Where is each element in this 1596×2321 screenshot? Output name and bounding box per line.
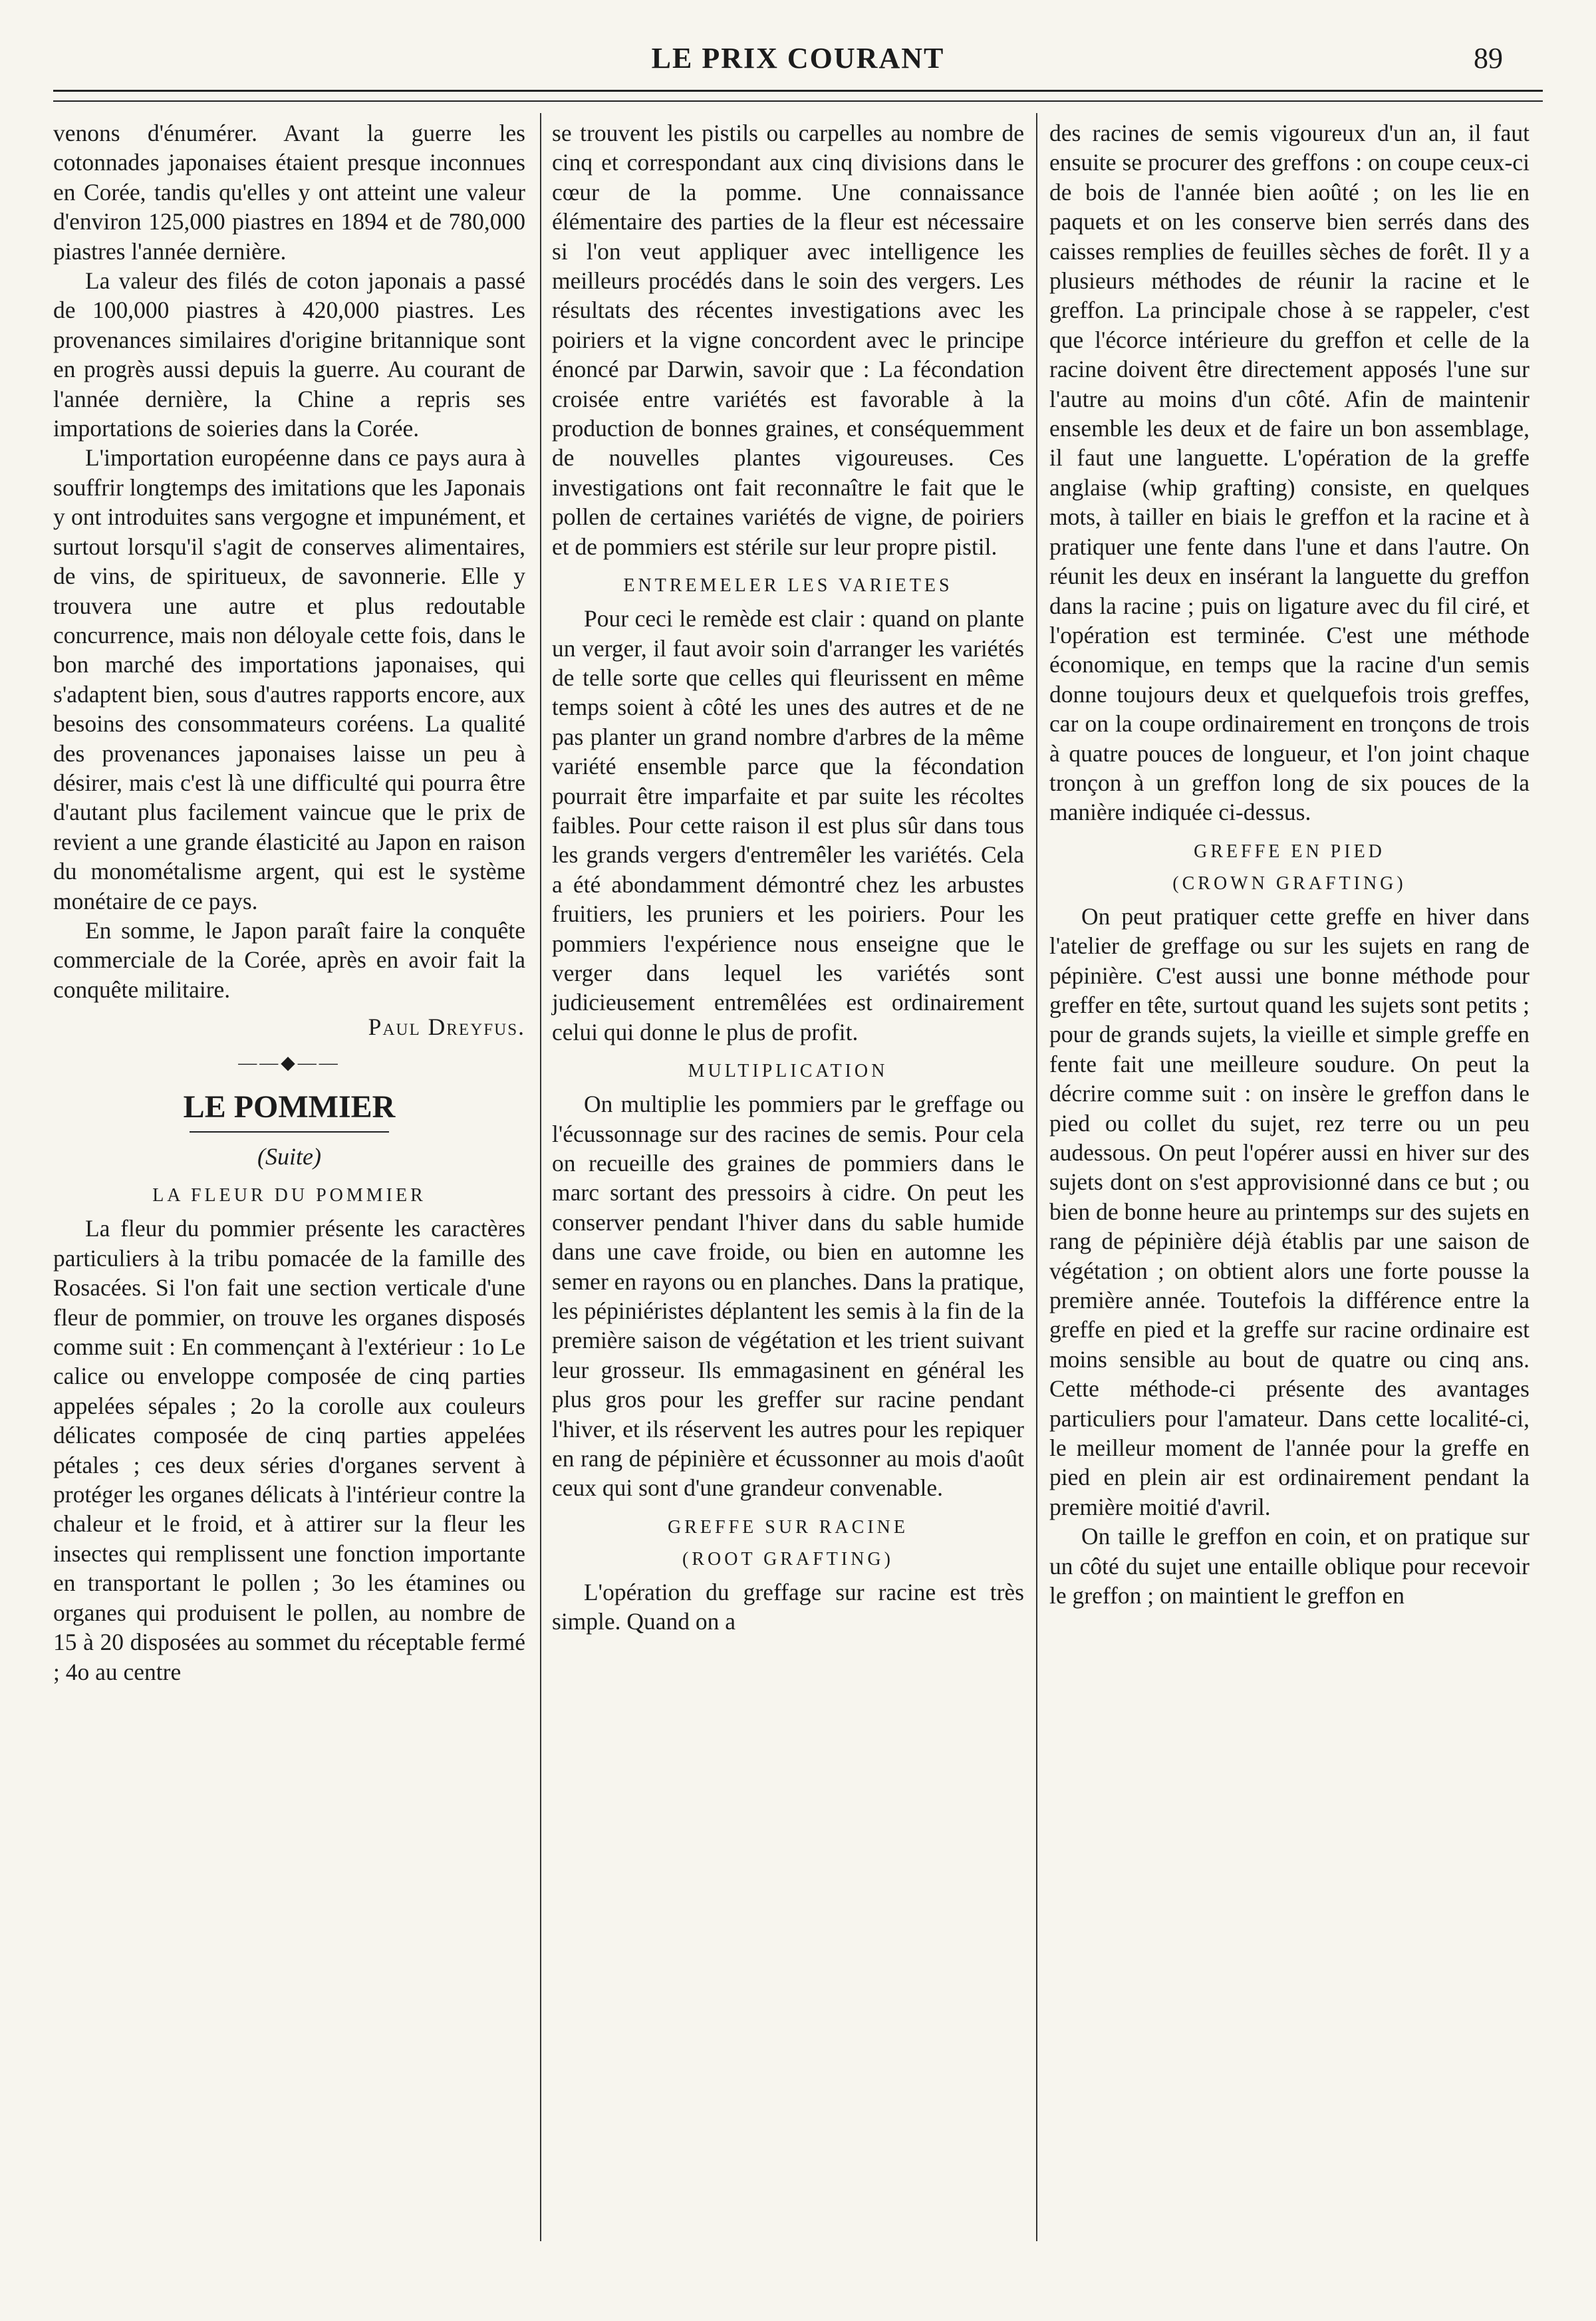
paragraph: L'opération du greffage sur racine est très simple. Quand on a [552, 1578, 1024, 1635]
subheading-english: (ROOT GRAFTING) [682, 1548, 894, 1570]
paragraph: venons d'énumérer. Avant la guerre les cotonnades japonaises étaient presque inconnues en Corée, tandis qu'elles y ont atteint une valeur d'environ 125,000 piastres en 1894 et de 780,000 piastres l'année dernière. [53, 120, 525, 265]
publication-title: LE PRIX COURANT [651, 42, 945, 74]
column-divider [540, 113, 541, 2241]
subheading: ENTREMELER LES VARIETES [623, 575, 953, 597]
title-rule [190, 1131, 389, 1133]
paragraph: L'importation européenne dans ce pays aura à souffrir longtemps des imitations que les Japonais y ont introduites sans vergogne et impunément, et surtout lorsqu'il s'agit de conserves alimentaires, de vins, de spiritueux, de savonnerie. Elle y trouvera une autre et plus redoutable concurrence, mais non déloyale cette fois, dans le bon marché des importations japonaises, qui s'adaptent bien, sous d'autres rapports encore, aux besoins des consommateurs coréens. La qualité des provenances japonaises laisse un peu à désirer, mais c'est là une difficulté qui pourra être d'autant plus facilement vaincue que le prix de revient a une grande élasticité au Japon en raison du monométalisme argent, qui est le système monétaire de ce pays. [53, 444, 525, 914]
column-divider [1036, 113, 1037, 2241]
page-number: 89 [1474, 42, 1503, 74]
subheading: GREFFE EN PIED [1194, 841, 1385, 862]
paragraph: En somme, le Japon paraît faire la conquête commerciale de la Corée, après en avoir fait la conquête militaire. [53, 916, 525, 1003]
article-continuation: (Suite) [257, 1143, 321, 1170]
paragraph: Pour ceci le remède est clair : quand on plante un verger, il faut avoir soin d'arranger les variétés de telle sorte que celles qui fleurissent en même temps soient à côté les unes des autres et de ne pas planter un grand nombre d'arbres de la même variété ensemble parce que la fécondation pourrait être imparfaite et par suite les récoltes faibles. Pour cette raison il est plus sûr dans tous les grands vergers d'entremêler les variétés. Cela a été abondamment démontré chez les arbustes fruitiers, les pruniers et les poiriers. Pour les pommiers l'expérience nous enseigne que le verger dans lequel les variétés sont judicieusement entremêlées est ordinairement celui qui donne le plus de profit. [552, 605, 1024, 1045]
paragraph: On multiplie les pommiers par le greffage ou l'écussonnage sur des racines de semis. Pour cela on recueille des graines de pommiers dans le marc sortant des pressoirs à cidre. On peut les conserver pendant l'hiver dans du sable humide dans une cave froide, ou bien en automne les semer en rayons ou en planches. Dans la pratique, les pépiniéristes déplantent les semis à la fin de la première saison de végétation et les trient suivant leur grosseur. Ils emmagasinent en général les plus gros pour les greffer sur racine pendant l'hiver, et ils réservent les autres pour les repiquer en rang de pépinière et écussonner au mois d'août ceux qui sont d'une grandeur convenable. [552, 1091, 1024, 1502]
author-signature: Paul Dreyfus. [368, 1014, 525, 1041]
paragraph: On taille le greffon en coin, et on pratique sur un côté du sujet une entaille oblique pour recevoir le greffon ; on maintient le greffon en [1049, 1523, 1530, 1609]
column-3 [1049, 118, 1530, 1611]
column-2 [552, 118, 1024, 1637]
paragraph: se trouvent les pistils ou carpelles au nombre de cinq et correspondant aux cinq divisions dans le cœur de la pomme. Une connaissance élémentaire des parties de la fleur est nécessaire si l'on veut appliquer avec intelligence les meilleurs procédés dans le soin des vergers. Les résultats des récentes investigations avec les poiriers et la vigne concordent avec le principe énoncé par Darwin, savoir que : La fécondation croisée entre variétés est favorable à la production de bonnes graines, et conséquemment de nouvelles plantes vigoureuses. Ces investigations ont fait reconnaître le fait que le pollen de certaines variétés de vigne, de poiriers et de pommiers est stérile sur leur propre pistil. [552, 120, 1024, 560]
page-header [53, 41, 1543, 81]
subheading-english: (CROWN GRAFTING) [1172, 873, 1406, 894]
subheading: MULTIPLICATION [688, 1061, 888, 1082]
article-title: LE POMMIER [183, 1089, 396, 1125]
paragraph: La fleur du pommier présente les caractères particuliers à la tribu pomacée de la famille des Rosacées. Si l'on fait une section verticale d'une fleur de pommier, on trouve les organes disposés comme suit : En commençant à l'extérieur : 1o Le calice ou enveloppe composée de cinq parties appelées sépales ; 2o la corolle aux couleurs délicates composée de cinq parties appelées pétales ; ces deux séries d'organes servent à protéger les organes délicats à l'intérieur contre la chaleur et le froid, et à attirer sur la fleur les insectes qui remplissent une fonction importante en transportant le pollen ; 3o les étamines ou organes qui produisent le pollen, au nombre de 15 à 20 disposées au sommet du réceptable fermé ; 4o au centre [53, 1215, 525, 1685]
column-1 [53, 118, 525, 1687]
header-rule [53, 90, 1543, 92]
subheading: GREFFE SUR RACINE [668, 1516, 908, 1538]
paragraph: des racines de semis vigoureux d'un an, il faut ensuite se procurer des greffons : on coupe ceux-ci de bois de l'année bien aoûté ; on les lie en paquets et on les conserve bien serrés dans des caisses remplies de feuilles sèches de forêt. Il y a plusieurs méthodes de réunir la racine et le greffon. La principale chose à se rappeler, c'est que l'écorce intérieure du greffon et celle de la racine doivent être directement apposés l'une sur l'autre au moins d'un côté. Afin de maintenir ensemble les deux et de faire un bon assemblage, il faut une languette. L'opération de la greffe anglaise (whip grafting) consiste, en quelques mots, à tailler en biais le greffon et la racine et à pratiquer une fente dans l'une et dans l'autre. On réunit les deux en insérant la languette du greffon dans la racine ; puis on ligature avec du fil ciré, et l'opération est terminée. C'est une méthode économique, en temps que la racine d'un semis donne toujours deux et quelquefois trois greffes, car on la coupe ordinairement en tronçons de trois à quatre pouces de longueur, et l'on joint chaque tronçon à un greffon long de six pouces de la manière indiquée ci-dessus. [1049, 120, 1530, 826]
paragraph: On peut pratiquer cette greffe en hiver dans l'atelier de greffage ou sur les sujets en rang de pépinière. C'est aussi une bonne méthode pour greffer en tête, surtout quand les sujets sont petits ; pour de grands sujets, la vieille et simple greffe en fente fait une meilleure soudure. On peut la décrire comme suit : on insère le greffon dans le pied ou collet du sujet, rez terre ou un peu audessous. On peut l'opérer aussi en hiver sur des sujets dont on s'est approvisionné dans ce but ; ou bien de bonne heure au printemps sur des sujets en rang de pépinière déjà établis par une saison de végétation ; on obtient alors une forte pousse la première année. Toutefois la différence entre la greffe en pied et la greffe sur racine ordinaire est moins sensible au bout de quatre ou cinq ans. Cette méthode-ci présente des avantages particuliers pour l'amateur. Dans cette localité-ci, le meilleur moment de l'année pour la greffe en pied en plein air est ordinairement pendant la première moitié d'avril. [1049, 902, 1530, 1520]
subheading: LA FLEUR DU POMMIER [152, 1185, 426, 1206]
paragraph: La valeur des filés de coton japonais a passé de 100,000 piastres à 420,000 piastres. Les provenances similaires d'origine britannique sont en progrès aussi depuis la guerre. Au courant de l'année dernière, la Chine a repris ses importations de soieries dans la Corée. [53, 267, 525, 442]
header-rule-thin [53, 100, 1543, 102]
separator-ornament: ——◆—— [238, 1052, 340, 1073]
